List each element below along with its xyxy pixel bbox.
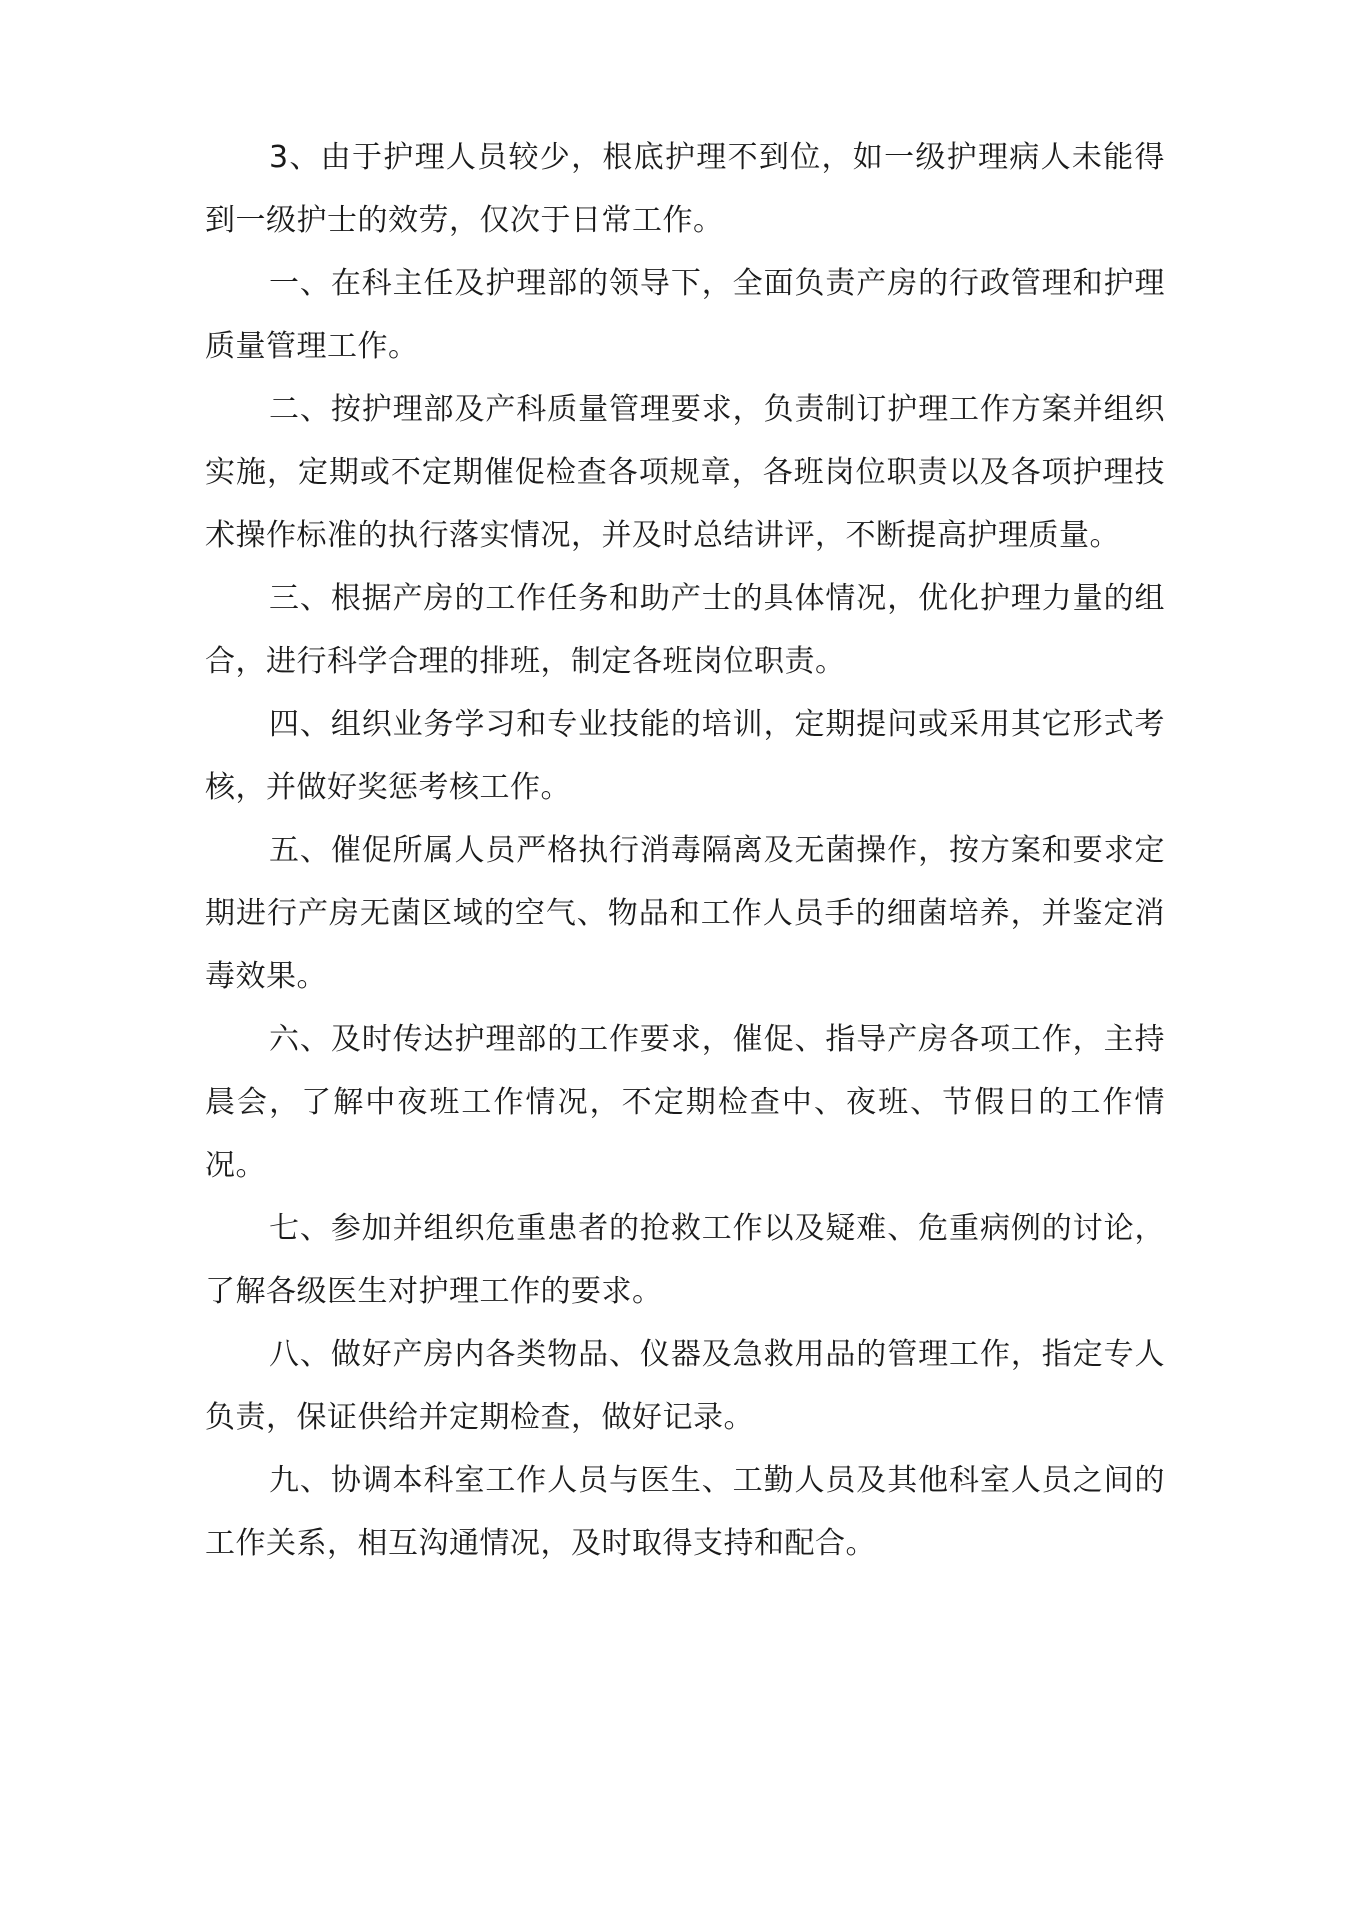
paragraph-duty-7: 七、参加并组织危重患者的抢救工作以及疑难、危重病例的讨论，了解各级医生对护理工作的要求。 <box>205 1211 1165 1309</box>
paragraph-item-3: 3、由于护理人员较少，根底护理不到位，如一级护理病人未能得到一级护士的效劳，仅次于日常工作。 <box>205 140 1165 238</box>
paragraph-duty-9: 九、协调本科室工作人员与医生、工勤人员及其他科室人员之间的工作关系，相互沟通情况，及时取得支持和配合。 <box>205 1463 1165 1561</box>
paragraph-duty-8: 八、做好产房内各类物品、仪器及急救用品的管理工作，指定专人负责，保证供给并定期检查，做好记录。 <box>205 1337 1165 1435</box>
paragraph-duty-2: 二、按护理部及产科质量管理要求，负责制订护理工作方案并组织实施，定期或不定期催促检查各项规章，各班岗位职责以及各项护理技术操作标准的执行落实情况，并及时总结讲评，不断提高护理质量。 <box>205 392 1165 553</box>
paragraph-duty-5: 五、催促所属人员严格执行消毒隔离及无菌操作，按方案和要求定期进行产房无菌区域的空气、物品和工作人员手的细菌培养，并鉴定消毒效果。 <box>205 833 1165 994</box>
paragraph-duty-3: 三、根据产房的工作任务和助产士的具体情况，优化护理力量的组合，进行科学合理的排班，制定各班岗位职责。 <box>205 581 1165 679</box>
paragraph-duty-1: 一、在科主任及护理部的领导下，全面负责产房的行政管理和护理质量管理工作。 <box>205 266 1165 364</box>
paragraph-duty-4: 四、组织业务学习和专业技能的培训，定期提问或采用其它形式考核，并做好奖惩考核工作。 <box>205 707 1165 805</box>
paragraph-duty-6: 六、及时传达护理部的工作要求，催促、指导产房各项工作，主持晨会，了解中夜班工作情况，不定期检查中、夜班、节假日的工作情况。 <box>205 1022 1165 1183</box>
document-body <box>205 126 1165 1575</box>
